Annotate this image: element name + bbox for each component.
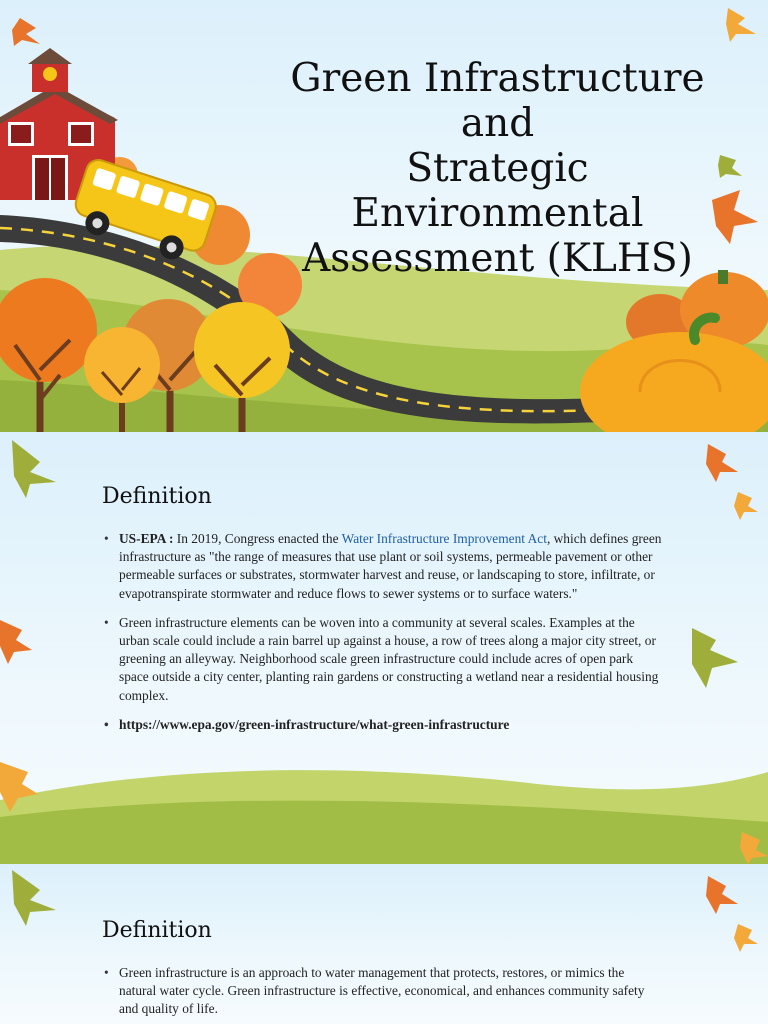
definition-slide-2 (0, 864, 768, 1024)
list-item: • Green infrastructure is an approach to water management that protects, restores, or mimics the natural water cycle. Green infrastructure is effective, economical, and enhances community safety and quality of life. (104, 964, 664, 1019)
title-line: Environmental (351, 191, 644, 236)
slide-title (270, 56, 725, 281)
maple-leaf-icon (706, 444, 738, 482)
list-item (104, 530, 664, 603)
water-act-link[interactable]: Water Infrastructure Improvement Act (341, 531, 547, 546)
maple-leaf-icon (734, 924, 758, 952)
title-line: Assessment (KLHS) (302, 236, 693, 281)
maple-leaf-icon (12, 870, 56, 926)
bell-icon (43, 67, 57, 81)
maple-leaf-icon (692, 628, 738, 688)
source-label: US-EPA : (119, 531, 174, 546)
bullet-list (104, 530, 664, 745)
section-heading: Definition (102, 484, 212, 509)
title-line: Green Infrastructure (290, 56, 705, 101)
maple-leaf-icon (734, 492, 758, 520)
bullet-text: , which defines green infrastructure as "the range of measures that use plant or soil systems, permeable pavement or other permeable surfaces or substrates, stormwater harvest and reuse, or landscaping to store, infiltrate, or evapotranspirate stormwater and reduce flows to sewer systems or to surface waters." (119, 531, 662, 601)
maple-leaf-icon (726, 8, 756, 42)
bullet-list (104, 964, 664, 1024)
title-slide (0, 0, 768, 432)
title-line: Strategic (406, 146, 589, 191)
section-heading: Definition (102, 918, 212, 943)
bullet-text: In 2019, Congress enacted the (173, 531, 342, 546)
maple-leaf-icon (12, 18, 40, 46)
title-line: and (460, 101, 535, 146)
epa-url-link[interactable]: • https://www.epa.gov/green-infrastructure/what-green-infrastructure (104, 716, 664, 734)
list-item: • Green infrastructure elements can be woven into a community at several scales. Examples at the urban scale could include a rain barrel up against a house, a row of trees along a major city street, or greening an alleyway. Neighborhood scale green infrastructure could include acres of open park space outside a city center, planting rain gardens or constructing a wetland near a residential housing complex. (104, 614, 664, 705)
maple-leaf-icon (0, 620, 32, 664)
definition-slide (0, 432, 768, 864)
maple-leaf-icon (12, 440, 56, 498)
maple-leaf-icon (706, 876, 738, 914)
